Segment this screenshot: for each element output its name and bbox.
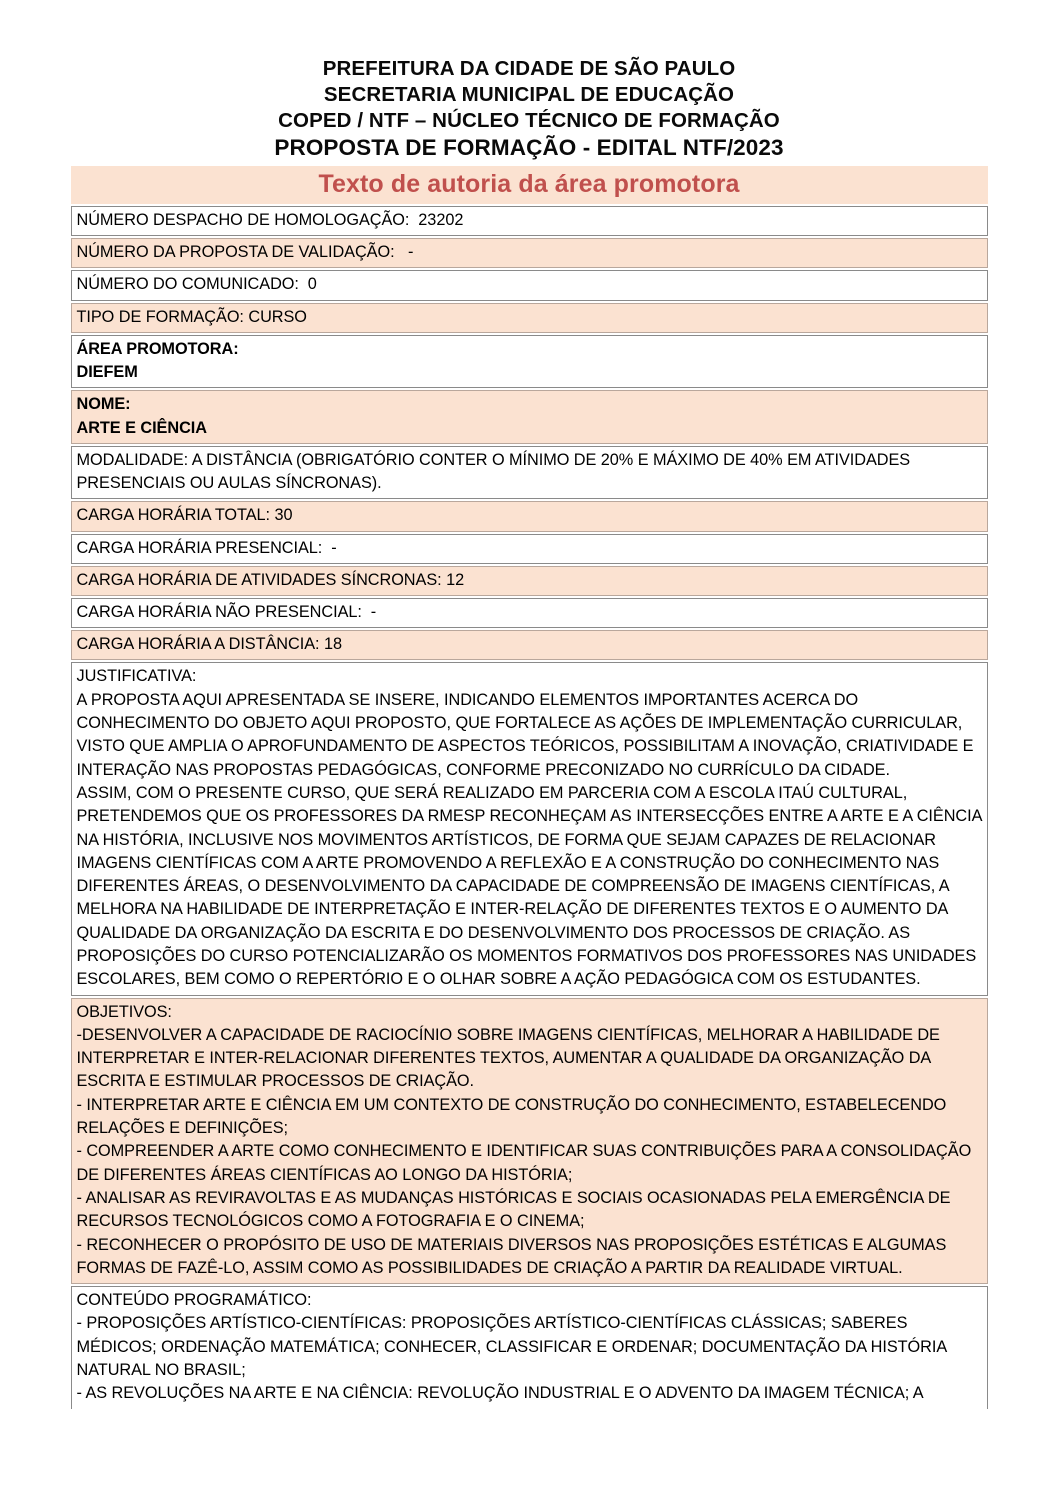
field-text-justificativa-2: ASSIM, COM O PRESENTE CURSO, QUE SERÁ REALIZADO EM PARCERIA COM A ESCOLA ITAÚ CULTURAL, PRETENDEMOS QUE OS PROFESSORES DA RMESP RECONHEÇAM AS INTERSECÇÕES ENTRE A ARTE E A CIÊNCIA NA HISTÓRIA, INCLUSIVE NOS MOVIMENTOS ARTÍSTICOS, DE FORMA QUE SEJAM CAPAZES DE RELACIONAR IMAGENS CIENTÍFICAS COM A ARTE PROMOVENDO A REFLEXÃO E A CONSTRUÇÃO DO CONHECIMENTO NAS DIFERENTES ÁREAS, O DESENVOLVIMENTO DA CAPACIDADE DE COMPREENSÃO DE IMAGENS CIENTÍFICAS, A MELHORA NA HABILIDADE DE INTERPRETAÇÃO E INTER-RELAÇÃO DE DIFERENTES TEXTOS E O AUMENTO DA QUALIDADE DA ORGANIZAÇÃO DA ESCRITA E DO DESENVOLVIMENTO DOS PROCESSOS DE CRIAÇÃO. AS PROPOSIÇÕES DO CURSO POTENCIALIZARÃO OS MOMENTOS FORMATIVOS DOS PROFESSORES NAS UNIDADES ESCOLARES, BEM COMO O REPERTÓRIO E O OLHAR SOBRE A AÇÃO PEDAGÓGICA COM OS ESTUDANTES. xyxy=(76,783,986,989)
field-text-nome-0: NOME: xyxy=(76,395,131,414)
field-text-objetivos-0: OBJETIVOS: xyxy=(76,1002,172,1021)
banner-texto-autoria xyxy=(71,166,988,204)
banner-title: Texto de autoria da área promotora xyxy=(318,170,740,198)
field-text-carga-horaria-atividades-sincronas-0: CARGA HORÁRIA DE ATIVIDADES SÍNCRONAS: 12 xyxy=(76,570,465,589)
field-row-modalidade xyxy=(71,446,988,499)
field-text-objetivos-4: - ANALISAR AS REVIRAVOLTAS E AS MUDANÇAS HISTÓRICAS E SOCIAIS OCASIONADAS PELA EMERGÊNCIA DE RECURSOS TECNOLÓGICOS COMO A FOTOGRAFIA E O CINEMA; xyxy=(76,1188,955,1231)
field-text-objetivos-5: - RECONHECER O PROPÓSITO DE USO DE MATERIAIS DIVERSOS NAS PROPOSIÇÕES ESTÉTICAS E ALGUMAS FORMAS DE FAZÊ-LO, ASSIM COMO AS POSSIBILIDADES DE CRIAÇÃO A PARTIR DA REALIDADE VIRTUAL. xyxy=(76,1235,951,1277)
field-text-conteudo-programatico-1: - PROPOSIÇÕES ARTÍSTICO-CIENTÍFICAS: PROPOSIÇÕES ARTÍSTICO-CIENTÍFICAS CLÁSSICAS; SABERES MÉDICOS; ORDENAÇÃO MATEMÁTICA; CONHECER, CLASSIFICAR E ORDENAR; DOCUMENTAÇÃO DA HISTÓRIA NATURAL NO BRASIL; xyxy=(76,1314,951,1380)
field-row-justificativa xyxy=(71,662,988,995)
field-text-carga-horaria-a-distancia-0: CARGA HORÁRIA A DISTÂNCIA: 18 xyxy=(76,635,342,654)
field-text-conteudo-programatico-2: - AS REVOLUÇÕES NA ARTE E NA CIÊNCIA: REVOLUÇÃO INDUSTRIAL E O ADVENTO DA IMAGEM TÉCNICA; A xyxy=(76,1384,924,1403)
field-text-tipo-de-formacao-0: TIPO DE FORMAÇÃO: CURSO xyxy=(76,307,307,326)
field-text-objetivos-2: - INTERPRETAR ARTE E CIÊNCIA EM UM CONTEXTO DE CONSTRUÇÃO DO CONHECIMENTO, ESTABELECENDO RELAÇÕES E DEFINIÇÕES; xyxy=(76,1095,951,1138)
field-row-tipo-de-formacao xyxy=(71,303,988,333)
document-header xyxy=(0,0,1058,162)
field-row-nome xyxy=(71,390,988,444)
field-text-area-promotora-0: ÁREA PROMOTORA: xyxy=(76,339,239,358)
field-text-objetivos-3: - COMPREENDER A ARTE COMO CONHECIMENTO E IDENTIFICAR SUAS CONTRIBUIÇÕES PARA A CONSOLIDAÇÃO DE DIFERENTES ÁREAS CIENTÍFICAS AO LONGO DA HISTÓRIA; xyxy=(76,1142,976,1184)
field-text-numero-comunicado-0: NÚMERO DO COMUNICADO: 0 xyxy=(76,275,317,294)
field-text-area-promotora-1: DIEFEM xyxy=(76,363,138,382)
field-text-numero-proposta-validacao-0: NÚMERO DA PROPOSTA DE VALIDAÇÃO: - xyxy=(76,243,414,262)
field-text-justificativa-0: JUSTIFICATIVA: xyxy=(76,667,197,686)
header-line-prefeitura: PREFEITURA DA CIDADE DE SÃO PAULO xyxy=(322,57,736,80)
field-row-carga-horaria-atividades-sincronas xyxy=(71,566,988,596)
field-row-carga-horaria-total xyxy=(71,501,988,531)
field-row-conteudo-programatico xyxy=(71,1286,988,1408)
field-text-carga-horaria-presencial-0: CARGA HORÁRIA PRESENCIAL: - xyxy=(76,538,337,557)
proposta-fields-table xyxy=(71,206,988,1409)
field-text-carga-horaria-nao-presencial-0: CARGA HORÁRIA NÃO PRESENCIAL: - xyxy=(76,603,377,622)
field-text-modalidade-0: MODALIDADE: A DISTÂNCIA (OBRIGATÓRIO CONTER O MÍNIMO DE 20% E MÁXIMO DE 40% EM ATIVIDADES PRESENCIAIS OU AULAS SÍNCRONAS). xyxy=(76,451,915,493)
field-text-objetivos-1: -DESENVOLVER A CAPACIDADE DE RACIOCÍNIO SOBRE IMAGENS CIENTÍFICAS, MELHORAR A HABILIDADE DE INTERPRETAR E INTER-RELACIONAR DIFERENTES TEXTOS, AUMENTAR A QUALIDADE DA ORGANIZAÇÃO DA ESCRITA E ESTIMULAR PROCESSOS DE CRIAÇÃO. xyxy=(76,1025,945,1091)
field-text-numero-despacho-homologacao-0: NÚMERO DESPACHO DE HOMOLOGAÇÃO: 23202 xyxy=(76,211,464,229)
field-row-numero-despacho-homologacao xyxy=(71,206,988,236)
header-line-coped-ntf: COPED / NTF – NÚCLEO TÉCNICO DE FORMAÇÃO xyxy=(278,109,780,132)
field-text-carga-horaria-total-0: CARGA HORÁRIA TOTAL: 30 xyxy=(76,506,293,525)
header-line-secretaria: SECRETARIA MUNICIPAL DE EDUCAÇÃO xyxy=(323,83,735,106)
header-line-proposta-edital: PROPOSTA DE FORMAÇÃO - EDITAL NTF/2023 xyxy=(274,135,784,160)
field-row-carga-horaria-nao-presencial xyxy=(71,598,988,628)
field-row-carga-horaria-a-distancia xyxy=(71,630,988,660)
field-text-justificativa-1: A PROPOSTA AQUI APRESENTADA SE INSERE, INDICANDO ELEMENTOS IMPORTANTES ACERCA DO CONHECIMENTO DO OBJETO AQUI PROPOSTO, QUE FORTALECE AS AÇÕES DE IMPLEMENTAÇÃO CURRICULAR, VISTO QUE AMPLIA O APROFUNDAMENTO DE ASPECTOS TEÓRICOS, POSSIBILITAM A INOVAÇÃO, CRIATIVIDADE E INTERAÇÃO NAS PROPOSTAS PEDAGÓGICAS, CONFORME PRECONIZADO NO CURRÍCULO DA CIDADE. xyxy=(76,690,978,779)
field-row-objetivos xyxy=(71,998,988,1285)
field-text-nome-1: ARTE E CIÊNCIA xyxy=(76,418,207,437)
field-text-conteudo-programatico-0: CONTEÚDO PROGRAMÁTICO: xyxy=(76,1291,312,1310)
field-row-numero-proposta-validacao xyxy=(71,238,988,268)
field-row-carga-horaria-presencial xyxy=(71,534,988,564)
field-row-area-promotora xyxy=(71,335,988,389)
field-row-numero-comunicado xyxy=(71,270,988,300)
